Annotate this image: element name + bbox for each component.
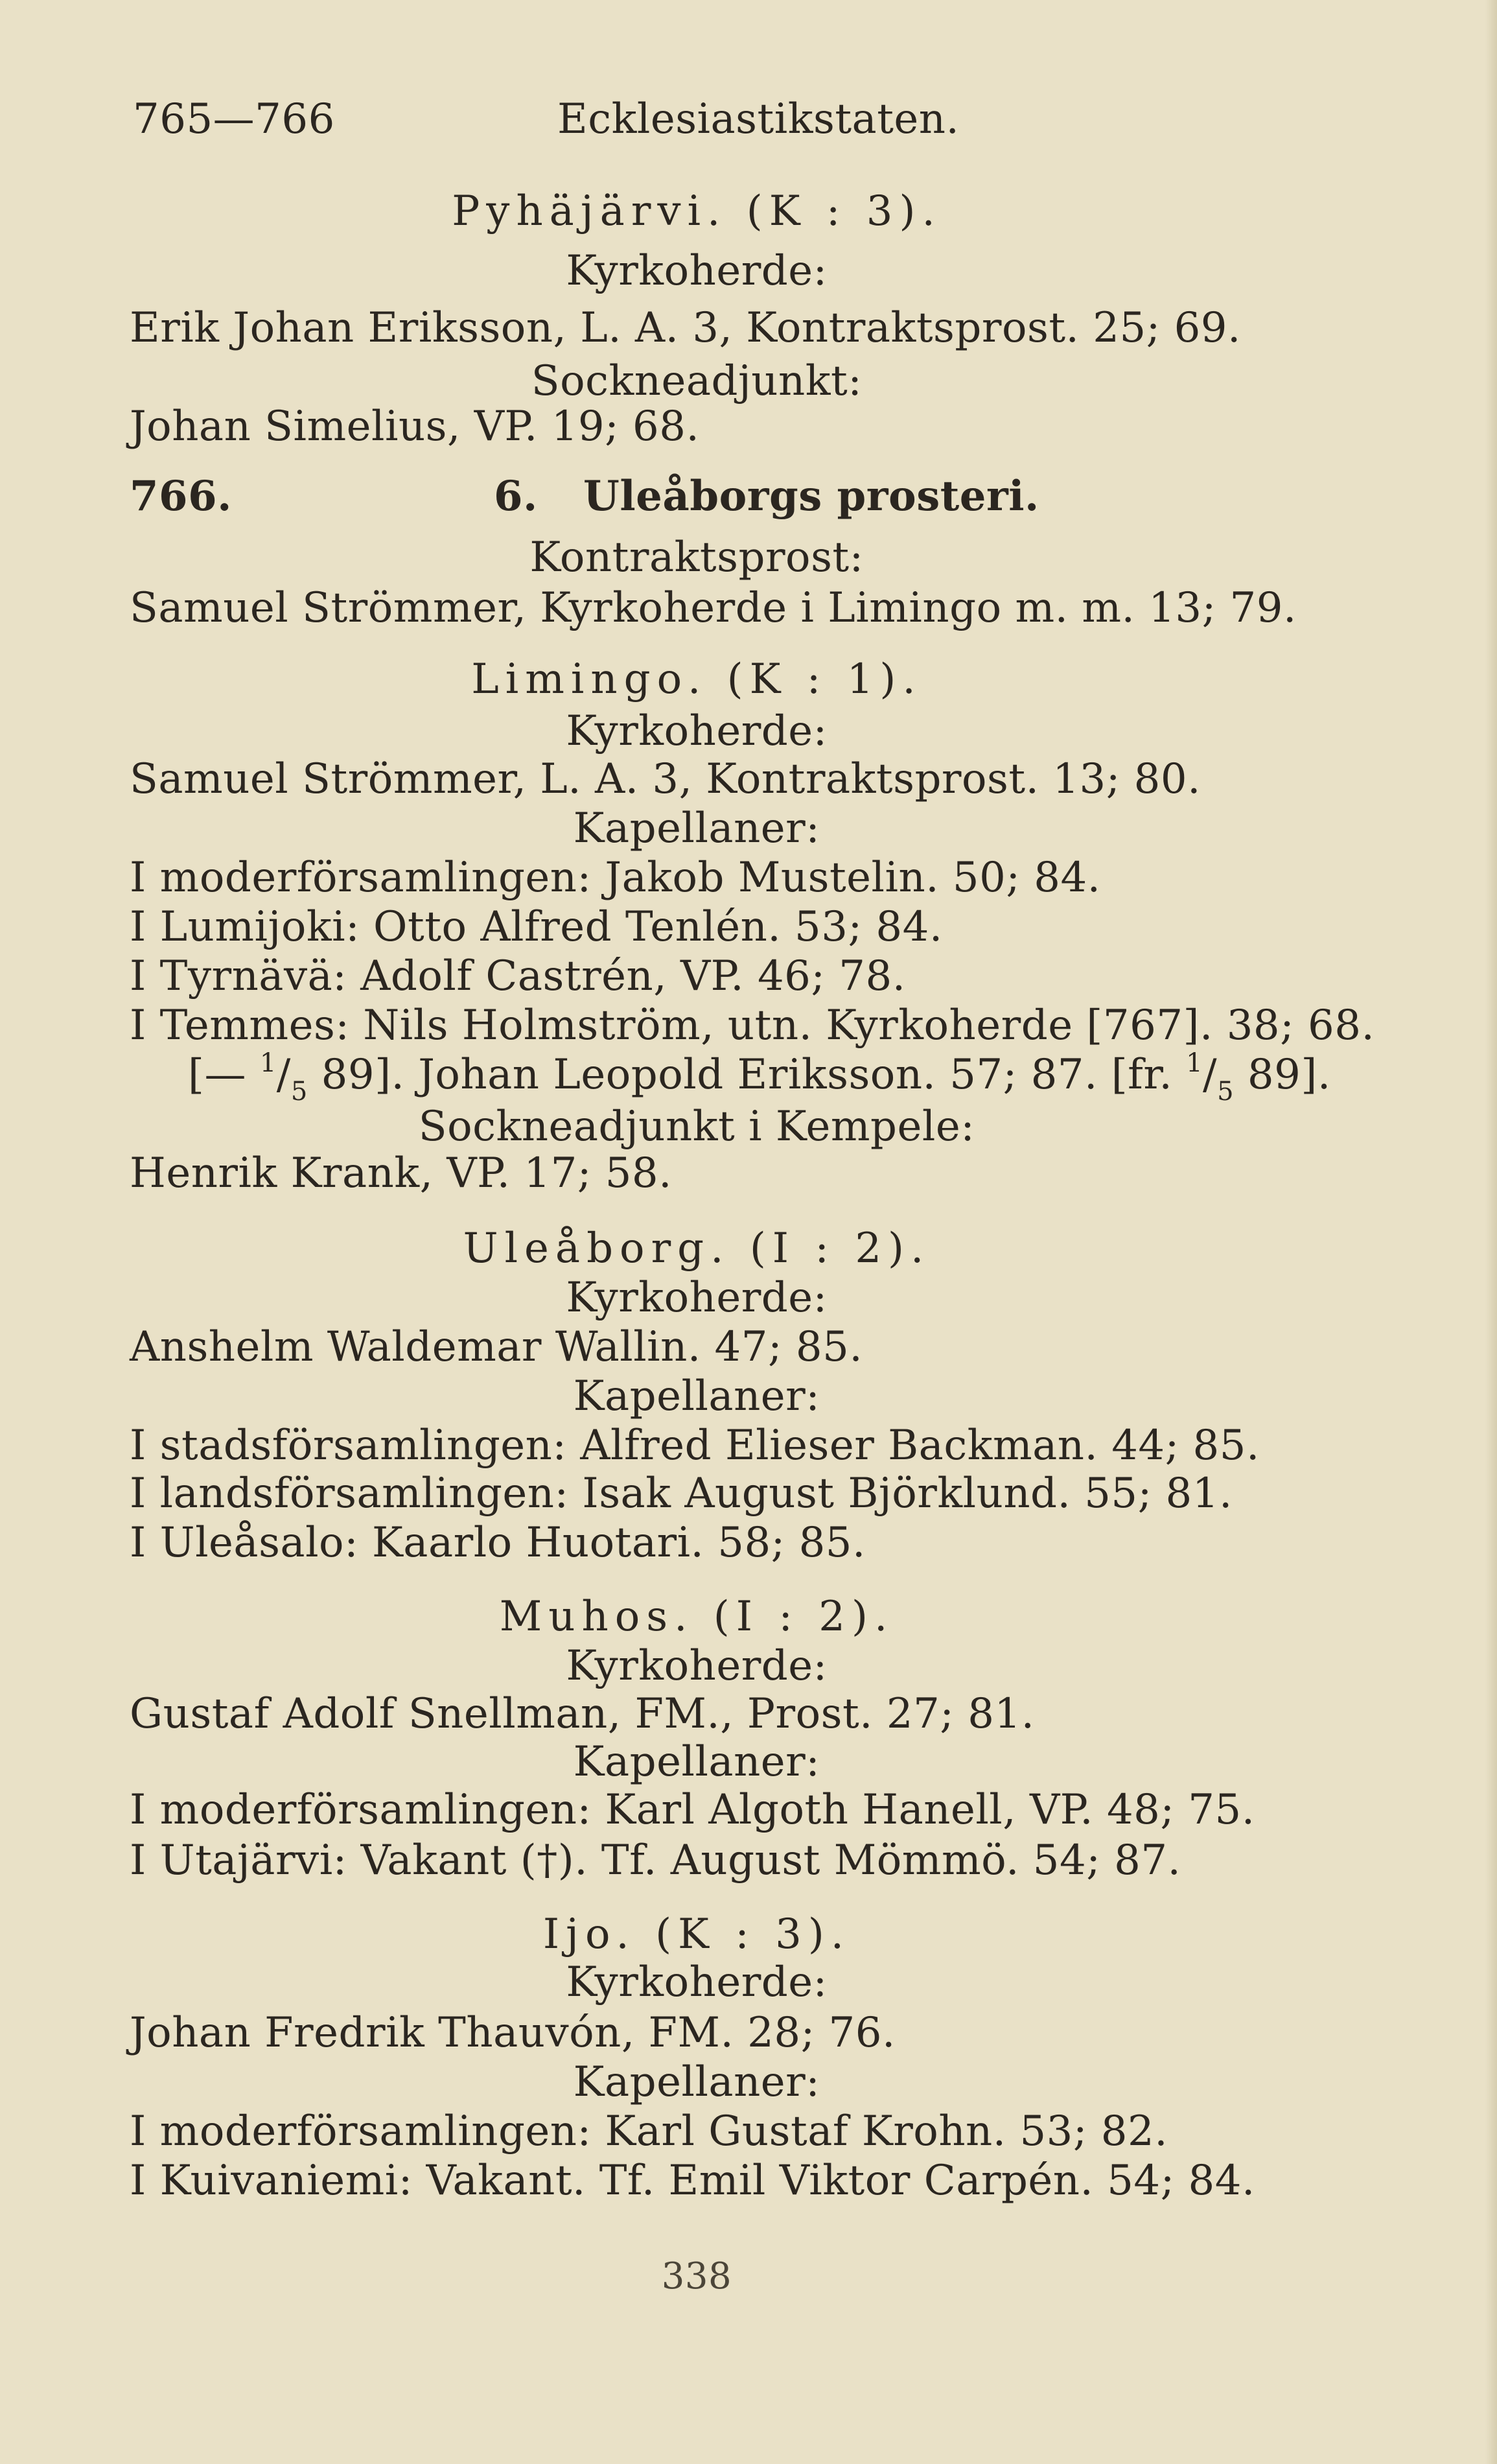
kyrkoherde-label: Kyrkoherde: — [566, 1274, 828, 1322]
sockneadjunkt-entry: Johan Simelius, VP. 19; 68. — [130, 403, 700, 451]
fraction: $^1/_5$ — [1186, 1048, 1235, 1107]
kyrkoherde-entry: Samuel Strömmer, L. A. 3, Kontraktsprost. 13; 80. — [130, 755, 1201, 803]
kyrkoherde-entry: Johan Fredrik Thauvón, FM. 28; 76. — [130, 2009, 896, 2057]
fraction-denominator: 5 — [290, 1076, 308, 1107]
sockneadjunkt-label: Sockneadjunkt i Kempele: — [418, 1103, 975, 1151]
kapellan-entry: I Temmes: Nils Holmström, utn. Kyrkoherde [767]. 38; 68. — [130, 1002, 1375, 1050]
kapellan-entry: I Utajärvi: Vakant (†). Tf. August Mömmö. 54; 87. — [130, 1836, 1181, 1884]
parish-heading-uleaborg: Uleåborg. (I : 2). — [463, 1225, 931, 1273]
page-range: 765—766 — [133, 95, 335, 143]
parish-heading-ijo: Ijo. (K : 3). — [542, 1910, 851, 1958]
kapellaner-label: Kapellaner: — [573, 1372, 820, 1420]
kapellan-entry: I Uleåsalo: Kaarlo Huotari. 58; 85. — [130, 1519, 866, 1567]
kapellan-entry: I moderförsamlingen: Karl Algoth Hanell, VP. 48; 75. — [130, 1786, 1255, 1834]
kyrkoherde-label: Kyrkoherde: — [566, 247, 828, 295]
kyrkoherde-label: Kyrkoherde: — [566, 1958, 828, 2006]
sockneadjunkt-entry: Henrik Krank, VP. 17; 58. — [130, 1149, 672, 1197]
kyrkoherde-label: Kyrkoherde: — [566, 707, 828, 755]
running-title: Ecklesiastikstaten. — [557, 95, 960, 143]
kapellan-entry: I Kuivaniemi: Vakant. Tf. Emil Viktor Carpén. 54; 84. — [130, 2157, 1255, 2205]
kapellan-entry-continuation — [188, 1048, 1331, 1107]
kontraktsprost-label: Kontraktsprost: — [529, 534, 864, 581]
fraction-numerator: 1 — [259, 1048, 277, 1078]
section-number: 766. — [130, 472, 232, 521]
kapellaner-label: Kapellaner: — [573, 1738, 820, 1786]
parish-heading-muhos: Muhos. (I : 2). — [499, 1593, 894, 1641]
kapellan-entry: I moderförsamlingen: Jakob Mustelin. 50; 84. — [130, 854, 1101, 902]
kapellan-entry: I landsförsamlingen: Isak August Björklund. 55; 81. — [130, 1470, 1233, 1518]
section-heading: Uleåborgs prosteri. — [583, 472, 1039, 521]
kyrkoherde-entry: Erik Johan Eriksson, L. A. 3, Kontraktsprost. 25; 69. — [130, 304, 1241, 352]
continuation-text: 89]. Johan Leopold Eriksson. 57; 87. [fr. — [321, 1051, 1173, 1099]
kapellan-entry: I Tyrnävä: Adolf Castrén, VP. 46; 78. — [130, 952, 906, 1000]
parish-heading-limingo: Limingo. (K : 1). — [471, 655, 922, 703]
sockneadjunkt-label: Sockneadjunkt: — [531, 357, 863, 405]
continuation-open: [— — [188, 1051, 246, 1099]
kyrkoherde-label: Kyrkoherde: — [566, 1642, 828, 1690]
kyrkoherde-entry: Gustaf Adolf Snellman, FM., Prost. 27; 81. — [130, 1690, 1035, 1738]
fraction-numerator: 1 — [1186, 1048, 1203, 1078]
kapellan-entry: I moderförsamlingen: Karl Gustaf Krohn. 53; 82. — [130, 2107, 1168, 2155]
kapellaner-label: Kapellaner: — [573, 804, 820, 852]
kapellaner-label: Kapellaner: — [573, 2058, 820, 2106]
continuation-close: 89]. — [1247, 1051, 1331, 1099]
section-heading-number: 6. — [494, 472, 538, 521]
page-number: 338 — [661, 2255, 732, 2297]
kontraktsprost-entry: Samuel Strömmer, Kyrkoherde i Limingo m. m. 13; 79. — [130, 584, 1297, 632]
parish-heading-pyhajarvi: Pyhäjärvi. (K : 3). — [452, 187, 942, 235]
kyrkoherde-entry: Anshelm Waldemar Wallin. 47; 85. — [130, 1323, 863, 1371]
fraction-denominator: 5 — [1217, 1076, 1235, 1107]
kapellan-entry: I stadsförsamlingen: Alfred Elieser Backman. 44; 85. — [130, 1422, 1260, 1470]
page-edge-shadow — [1485, 0, 1497, 2464]
kapellan-entry: I Lumijoki: Otto Alfred Tenlén. 53; 84. — [130, 903, 943, 951]
fraction: $^1/_5$ — [259, 1048, 308, 1107]
